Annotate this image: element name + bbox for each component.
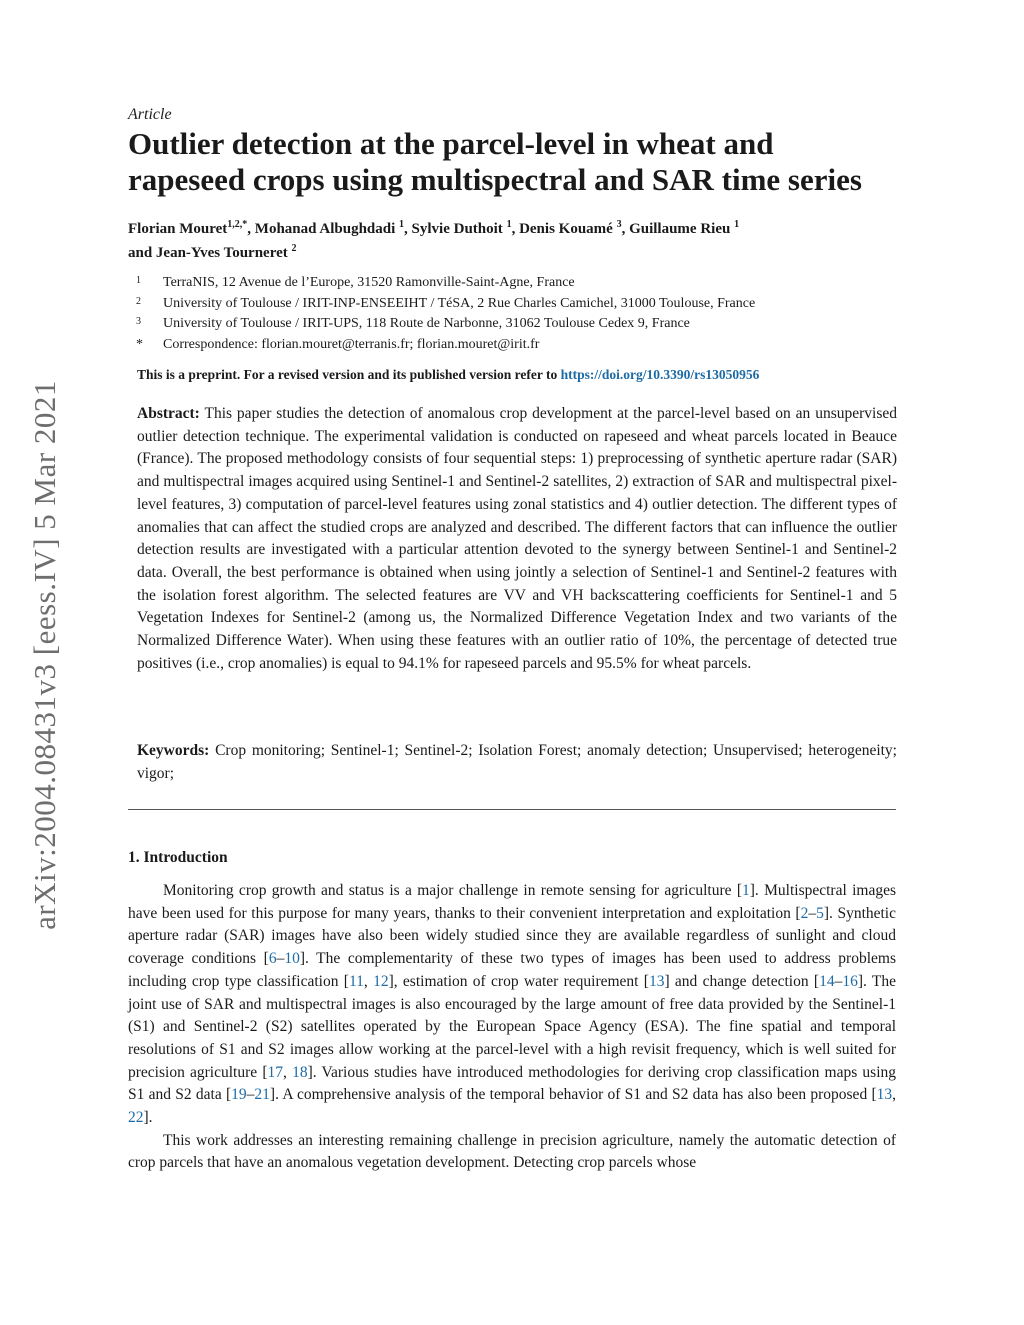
affiliation-list [136, 273, 896, 355]
correspondence-text: Correspondence: florian.mouret@terranis.fr; florian.mouret@irit.fr [163, 336, 540, 352]
body-text: ] and change detection [ [664, 972, 820, 990]
author-affil-mark: 1 [506, 219, 512, 230]
citation-link[interactable]: 22 [128, 1109, 144, 1127]
abstract [137, 403, 897, 675]
preprint-text: This is a preprint. For a revised version and its published version refer to [137, 367, 561, 382]
body-text: , [283, 1063, 293, 1081]
body-text: ]. Multispectral images have been used for this purpose for many years, thanks to their convenient interpretation and exploitation [ [128, 882, 897, 922]
intro-paragraph-1 [128, 880, 896, 1130]
citation-link[interactable]: 1 [742, 882, 750, 899]
intro-paragraph-2: This work addresses an interesting remaining challenge in precision agriculture, namely the automatic detection of crop parcels that have an anomalous vegetation development. Detecting crop parcels whose [128, 1131, 896, 1172]
body-text: – [834, 972, 843, 990]
author-affil-mark: 1,2,* [227, 219, 248, 230]
preprint-notice [137, 367, 897, 383]
section-heading: 1. Introduction [128, 849, 228, 866]
introduction-body [128, 880, 896, 1175]
keywords [137, 740, 897, 785]
affiliation-item [136, 294, 896, 315]
body-text: , [363, 972, 374, 990]
correspondence-marker: * [136, 336, 143, 352]
citation-link[interactable]: 11 [348, 972, 364, 990]
body-text: ]. Synthetic aperture radar (SAR) images have also been widely studied since they are available regardless of sunlight and cloud coverage conditions [ [128, 904, 896, 968]
article-type-label: Article [128, 106, 172, 123]
affiliation-item [136, 314, 896, 335]
citation-link[interactable]: 18 [292, 1063, 308, 1081]
author-affil-mark: 1 [399, 219, 405, 230]
arxiv-identifier-text: arXiv:2004.08431v3 [eess.IV] 5 Mar 2021 [27, 380, 62, 930]
citation-link[interactable]: 12 [373, 972, 389, 990]
affiliation-item [136, 273, 896, 294]
author-name: Florian Mouret [128, 221, 228, 237]
correspondence-item [136, 335, 896, 356]
affiliation-marker: 2 [136, 295, 141, 307]
affiliation-text: TerraNIS, 12 Avenue de l’Europe, 31520 Ramonville-Saint-Agne, France [163, 275, 575, 290]
citation-link[interactable]: 2 [800, 904, 809, 922]
body-text: – [276, 950, 285, 968]
author-name: , Denis Kouamé [511, 221, 617, 237]
author-name: , Mohanad Albughdadi [247, 221, 400, 237]
author-list [128, 217, 896, 265]
citation-link[interactable]: 6 [268, 950, 277, 968]
citation-link[interactable]: 5 [816, 904, 824, 922]
author-name: , Sylvie Duthoit [404, 221, 507, 237]
author-affil-mark: 3 [616, 219, 622, 230]
author-affil-mark: 1 [734, 219, 740, 230]
affiliation-text: University of Toulouse / IRIT-UPS, 118 Route de Narbonne, 31062 Toulouse Cedex 9, France [163, 316, 690, 331]
author-name: , Guillaume Rieu [621, 221, 735, 237]
author-affil-mark: 2 [291, 243, 297, 254]
keywords-text: Crop monitoring; Sentinel-1; Sentinel-2; Isolation Forest; anomaly detection; Unsupervised; heterogeneity; vigor; [137, 742, 897, 782]
body-text: ]. The joint use of SAR and multispectral images is also encouraged by the large amount of free data provided by the Sentinel-1 (S1) and Sentinel-2 (S2) satellites operated by the European Space Agency (ESA). The fine spatial and temporal resolutions of S1 and S2 images allow working at the parcel-level with a high revisit frequency, which is well suited for precision agriculture [ [128, 972, 897, 1081]
citation-link[interactable]: 10 [284, 950, 300, 968]
title-line-2: rapeseed crops using multispectral and SAR time series [128, 162, 862, 197]
citation-link[interactable]: 14 [819, 972, 835, 990]
citation-link[interactable]: 19 [231, 1086, 247, 1104]
body-text: , [892, 1086, 896, 1104]
abstract-label: Abstract: [137, 405, 200, 422]
citation-link[interactable]: 13 [648, 972, 665, 990]
affiliation-text: University of Toulouse / IRIT-INP-ENSEEIHT / TéSA, 2 Rue Charles Camichel, 31000 Toulouse, France [163, 295, 756, 311]
body-text: ], estimation of crop water requirement [ [388, 972, 649, 990]
citation-link[interactable]: 17 [267, 1063, 283, 1081]
author-name: and Jean-Yves Tourneret [128, 245, 292, 261]
body-text: – [246, 1086, 255, 1104]
body-text: – [808, 904, 817, 922]
abstract-text: This paper studies the detection of anomalous crop development at the parcel-level based on an unsupervised outlier detection technique. The experimental validation is conducted on rapeseed and wheat parcels located in Beauce (France). The proposed methodology consists of four sequential steps: 1) preprocessing of synthetic aperture radar (SAR) and multispectral images acquired using Sentinel-1 and Sentinel-2 satellites, 2) extraction of SAR and multispectral pixel-level features, 3) computation of parcel-level features using zonal statistics and 4) outlier detection. The different types of anomalies that can affect the studied crops are analyzed and described. The different factors that can influence the outlier detection results are investigated with a particular attention devoted to the synergy between Sentinel-1 and Sentinel-2 data. Overall, the best performance is obtained when using jointly a selection of Sentinel-1 and Sentinel-2 features with the isolation forest algorithm. The selected features are VV and VH backscattering coefficients for Sentinel-1 and 5 Vegetation Indexes for Sentinel-2 (among us, the Normalized Difference Vegetation Index and two variants of the Normalized Difference Water). When using these features with an outlier ratio of 10%, the percentage of detected true positives (i.e., crop anomalies) is equal to 94.1% for rapeseed parcels and 95.5% for wheat parcels. [137, 405, 897, 672]
body-text: Monitoring crop growth and status is a major challenge in remote sensing for agriculture [ [163, 882, 743, 899]
body-text: ]. [143, 1109, 153, 1127]
body-text: ]. A comprehensive analysis of the temporal behavior of S1 and S2 data has also been proposed [ [269, 1086, 877, 1104]
keywords-label: Keywords: [137, 742, 210, 759]
citation-link[interactable]: 13 [876, 1086, 893, 1104]
affiliation-marker: 1 [136, 275, 141, 286]
body-text: ]. Various studies have introduced methodologies for deriving crop classification maps using S1 and S2 data [ [128, 1063, 897, 1104]
paper-title [128, 126, 896, 198]
affiliation-marker: 3 [136, 316, 141, 327]
citation-link[interactable]: 16 [842, 972, 858, 990]
citation-link[interactable]: 21 [254, 1086, 270, 1104]
section-divider [128, 809, 896, 810]
body-text: ]. The complementarity of these two types of images has been used to address problems including crop type classification [ [128, 950, 896, 990]
title-line-1: Outlier detection at the parcel-level in wheat and [128, 126, 774, 161]
arxiv-identifier-stamp [20, 360, 70, 950]
doi-link[interactable]: https://doi.org/10.3390/rs13050956 [560, 367, 760, 382]
